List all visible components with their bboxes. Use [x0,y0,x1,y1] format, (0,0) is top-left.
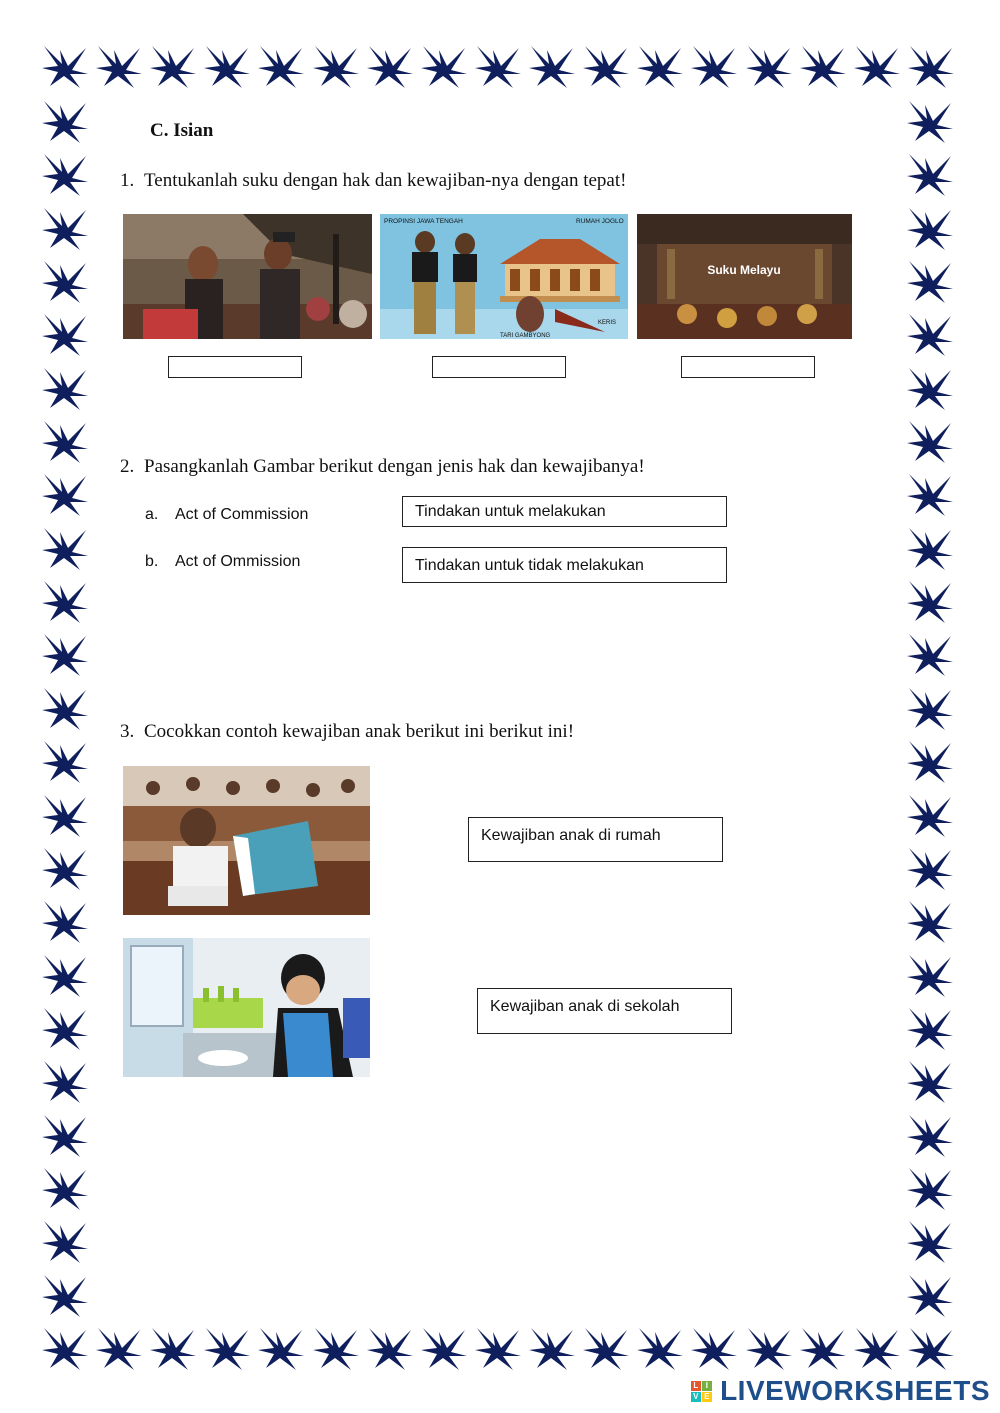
swallow-icon [798,40,850,92]
swallow-icon [311,40,363,92]
swallow-icon [40,362,92,414]
jawa-label-keris: KERIS [598,320,617,326]
swallow-icon [256,40,308,92]
answer-blank-1[interactable] [168,356,302,378]
swallow-icon [148,1322,200,1374]
swallow-icon [635,40,687,92]
swallow-icon [40,1215,92,1267]
swallow-icon [905,1002,957,1054]
question-2 [120,456,645,478]
swallow-icon [905,735,957,787]
swallow-icon [40,40,92,92]
answer-blank-2[interactable] [432,356,566,378]
swallow-icon [905,308,957,360]
swallow-icon [202,40,254,92]
swallow-icon [527,40,579,92]
swallow-icon [744,40,796,92]
swallow-icon [256,1322,308,1374]
swallow-icon [40,415,92,467]
swallow-icon [905,1269,957,1321]
swallow-icon [365,40,417,92]
swallow-icon [581,1322,633,1374]
question-number: 1. [120,170,135,191]
answer-box-school[interactable]: Kewajiban anak di sekolah [477,988,732,1034]
swallow-icon [905,415,957,467]
question-text: Tentukanlah suku dengan hak dan kewajiban-nya dengan tepat! [144,170,627,191]
swallow-icon [905,842,957,894]
melayu-caption: Suku Melayu [707,263,781,277]
swallow-icon [905,682,957,734]
border-right [905,95,960,1322]
swallow-icon [906,40,958,92]
match-item-a [145,506,308,524]
swallow-icon [94,40,146,92]
swallow-icon [40,628,92,680]
swallow-icon [905,468,957,520]
photo-boy-washing-dishes [123,938,370,1077]
swallow-icon [40,255,92,307]
swallow-icon [40,682,92,734]
swallow-icon [40,895,92,947]
swallow-icon [40,1162,92,1214]
liveworksheets-logo [691,1375,990,1407]
swallow-icon [905,255,957,307]
photo-student-classroom [123,766,370,915]
swallow-icon [798,1322,850,1374]
photo-suku-melayu [637,214,852,339]
swallow-icon [905,95,957,147]
swallow-icon [40,1002,92,1054]
swallow-icon [852,40,904,92]
swallow-icon [905,202,957,254]
section-title: C. Isian [150,120,214,141]
question-1 [120,170,626,192]
swallow-icon [581,40,633,92]
brand-badge-icon: L I V E [691,1381,712,1402]
item-label: Act of Ommission [175,553,301,570]
swallow-icon [527,1322,579,1374]
swallow-icon [40,522,92,574]
photo-toraja-people [123,214,372,339]
swallow-icon [40,789,92,841]
swallow-icon [689,40,741,92]
item-letter: b. [145,553,159,570]
answer-box-ommission[interactable]: Tindakan untuk tidak melakukan [402,547,727,583]
swallow-icon [852,1322,904,1374]
swallow-icon [40,95,92,147]
swallow-icon [905,789,957,841]
question-text: Cocokkan contoh kewajiban anak berikut ini berikut ini! [144,721,575,742]
swallow-icon [906,1322,958,1374]
swallow-icon [40,1055,92,1107]
swallow-icon [905,1162,957,1214]
swallow-icon [365,1322,417,1374]
item-label: Act of Commission [175,506,309,523]
swallow-icon [419,40,471,92]
swallow-icon [744,1322,796,1374]
swallow-icon [905,522,957,574]
swallow-icon [905,628,957,680]
brand-name: LIVEWORKSHEETS [720,1375,990,1406]
swallow-icon [473,40,525,92]
swallow-icon [40,1322,92,1374]
question-number: 2. [120,456,135,477]
swallow-icon [202,1322,254,1374]
answer-box-home[interactable]: Kewajiban anak di rumah [468,817,723,862]
question-number: 3. [120,721,135,742]
swallow-icon [40,468,92,520]
swallow-icon [40,575,92,627]
question-text: Pasangkanlah Gambar berikut dengan jenis hak dan kewajibanya! [144,456,645,477]
swallow-icon [905,148,957,200]
answer-blank-3[interactable] [681,356,815,378]
swallow-icon [40,308,92,360]
jawa-label-dance: TARI GAMBYONG [500,333,551,339]
swallow-icon [419,1322,471,1374]
match-item-b [145,553,300,571]
photo-jawa-tengah [380,214,628,339]
swallow-icon [473,1322,525,1374]
swallow-icon [905,1215,957,1267]
jawa-label-province: PROPINSI JAWA TENGAH [384,218,463,225]
swallow-icon [40,148,92,200]
border-top [40,40,960,95]
swallow-icon [40,1269,92,1321]
swallow-icon [94,1322,146,1374]
jawa-label-house: RUMAH JOGLO [576,218,624,225]
answer-box-commission[interactable]: Tindakan untuk melakukan [402,496,727,527]
border-left [40,95,95,1322]
swallow-icon [905,1055,957,1107]
swallow-icon [311,1322,363,1374]
swallow-icon [40,842,92,894]
swallow-icon [905,362,957,414]
swallow-icon [635,1322,687,1374]
swallow-icon [689,1322,741,1374]
swallow-icon [40,735,92,787]
question-3 [120,721,574,743]
swallow-icon [40,1109,92,1161]
swallow-icon [40,202,92,254]
swallow-icon [905,895,957,947]
swallow-icon [905,949,957,1001]
item-letter: a. [145,506,159,523]
swallow-icon [905,575,957,627]
swallow-icon [148,40,200,92]
border-bottom [40,1322,960,1377]
swallow-icon [40,949,92,1001]
swallow-icon [905,1109,957,1161]
